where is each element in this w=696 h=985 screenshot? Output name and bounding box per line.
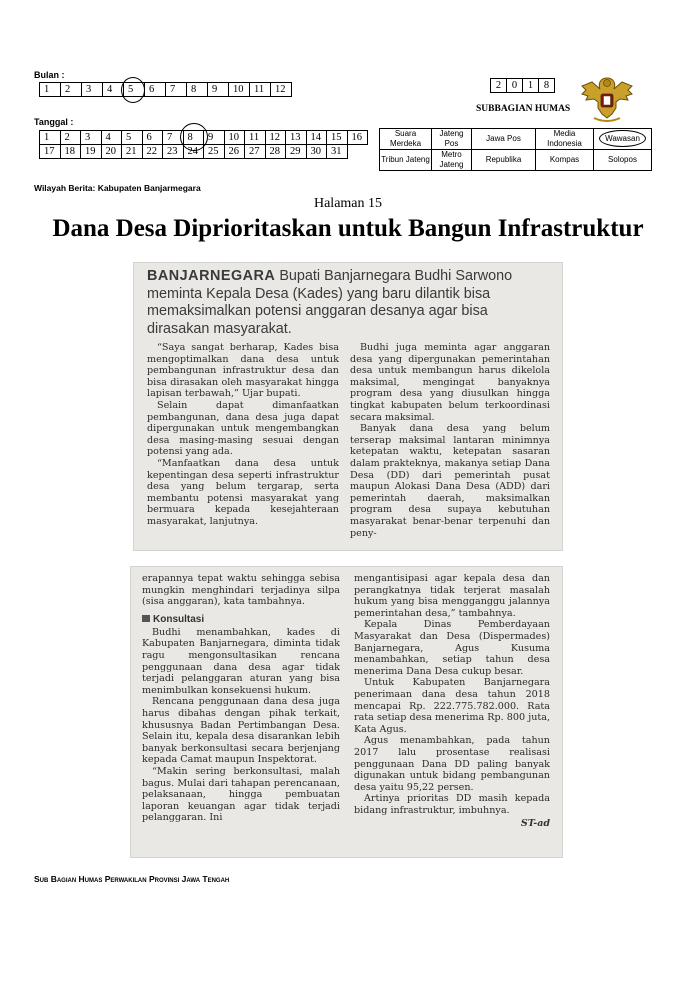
grid-cell: 1 xyxy=(523,79,539,93)
subhead-bullet-icon xyxy=(142,615,150,622)
lead-text: Bupati Banjarnegara Budhi Sarwono meminta Kepala Desa (Kades) yang baru dilantik bisa memaksimalkan potensi anggaran desanya agar bisa dirasakan masyarakat. xyxy=(147,268,513,337)
grid-cell: 29 xyxy=(286,145,307,159)
media-cell xyxy=(432,129,472,150)
grid-cell: 1 xyxy=(40,131,61,145)
grid-cell: 19 xyxy=(81,145,102,159)
grid-cell: 7 xyxy=(166,83,187,97)
grid-cell: 30 xyxy=(306,145,327,159)
media-cell xyxy=(594,150,652,171)
bulan-label: Bulan : xyxy=(34,70,65,80)
grid-cell: 18 xyxy=(60,145,81,159)
footer: Sub Bagian Humas Perwakilan Provinsi Jawa Tengah xyxy=(34,874,230,884)
grid-cell: 5 xyxy=(124,83,145,97)
media-table xyxy=(379,128,652,171)
grid-cell: 9 xyxy=(204,131,225,145)
grid-cell: 11 xyxy=(245,131,266,145)
grid-cell: 17 xyxy=(40,145,61,159)
unit-name: SUBBAGIAN HUMAS xyxy=(476,104,571,114)
media-cell xyxy=(536,129,594,150)
media-cell xyxy=(594,129,652,150)
grid-cell: 26 xyxy=(224,145,245,159)
media-name: Suara Merdeka xyxy=(389,129,422,148)
column-bottom-right xyxy=(354,573,550,829)
grid-cell: 2 xyxy=(60,131,81,145)
paragraph: “Manfaatkan dana desa untuk kepentingan desa seperti infrastruktur desa yang belum tergarap, serta membantu potensi masyarakat yang bermuara kepada kesejahteraan masyarakat, lanjutnya. xyxy=(147,457,339,527)
tanggal-label: Tanggal : xyxy=(34,117,74,127)
subhead-text: Konsultasi xyxy=(153,613,205,625)
column-top-left xyxy=(147,342,339,528)
grid-cell: 24 xyxy=(183,145,204,159)
paragraph: Selain dapat dimanfaatkan pembangunan, dana desa juga dapat dipergunakan untuk mengembangkan desa masing-masing sesuai dengan potensi yang ada. xyxy=(147,399,339,458)
grid-cell: 10 xyxy=(224,131,245,145)
grid-cell: 13 xyxy=(286,131,307,145)
clipping-top xyxy=(133,262,563,551)
media-name: Jawa Pos xyxy=(486,134,521,143)
grid-cell: 6 xyxy=(145,83,166,97)
paragraph: Banyak dana desa yang belum terserap maksimal lantaran minimnya ketepatan waktu, ketepatan sasaran dalam prakteknya, makanya setiap Dana Desa (DD) dari pemerintah pusat maupun Alokasi Dana Desa (ADD) dari pemerintah daerah, maksimalkan program desa supaya kebutuhan masyarakat benar-benar terpenuhi dan peny- xyxy=(350,423,550,539)
grid-cell: 21 xyxy=(122,145,143,159)
grid-cell: 0 xyxy=(507,79,523,93)
grid-cell: 10 xyxy=(229,83,250,97)
paragraph: mengantisipasi agar kepala desa dan perangkatnya tidak terjerat masalah hukum yang bisa mengganggu jalannya pemerintahan desa,” tambahnya. xyxy=(354,573,550,619)
paragraph: Budhi juga meminta agar anggaran desa yang dipergunakan pemerintahan desa untuk membangun harus dikelola maksimal, mengingat banyaknya program desa yang diusulkan hingga tingkat kabupaten belum terkoordinasi secara maksimal. xyxy=(350,342,550,423)
grid-cell: 27 xyxy=(245,145,266,159)
paragraph: Budhi menambahkan, kades di Kabupaten Banjarnegara, diminta tidak ragu mengonsultasikan rencana penggunaan dana desa agar tidak terjadi pelanggaran aturan yang bisa menimbulkan konsekuensi hukum. xyxy=(142,626,340,696)
paragraph: “Makin sering berkonsultasi, malah bagus. Mulai dari tahapan perencanaan, pelaksanaan, hingga pembuatan laporan keuangan agar tidak terjadi pelanggaran. Ini xyxy=(142,765,340,824)
media-name: Republika xyxy=(485,155,522,164)
column-bottom-left xyxy=(142,573,340,824)
media-name: Media Indonesia xyxy=(547,129,582,148)
garuda-emblem-icon xyxy=(578,68,636,124)
selection-circle xyxy=(121,77,145,103)
grid-cell: 9 xyxy=(208,83,229,97)
month-grid xyxy=(39,82,292,97)
grid-cell: 11 xyxy=(250,83,271,97)
media-cell xyxy=(380,150,432,171)
grid-cell: 7 xyxy=(163,131,184,145)
byline: ST-ad xyxy=(520,818,550,830)
headline: Dana Desa Diprioritaskan untuk Bangun Infrastruktur xyxy=(52,215,644,242)
grid-cell: 2 xyxy=(491,79,507,93)
paragraph: Artinya prioritas DD masih kepada bidang infrastruktur, imbuhnya. xyxy=(354,793,550,816)
media-cell xyxy=(472,150,536,171)
media-name: Metro Jateng xyxy=(439,150,464,169)
grid-cell: 23 xyxy=(163,145,184,159)
year-box xyxy=(490,78,555,93)
grid-cell: 25 xyxy=(204,145,225,159)
grid-cell: 31 xyxy=(327,145,348,159)
date-grid xyxy=(39,130,368,159)
subhead xyxy=(142,614,340,625)
media-cell xyxy=(536,150,594,171)
grid-cell: 6 xyxy=(142,131,163,145)
lead-paragraph xyxy=(147,268,547,338)
media-cell xyxy=(472,129,536,150)
grid-cell: 3 xyxy=(82,83,103,97)
media-name: Jateng Pos xyxy=(439,129,464,148)
grid-cell: 4 xyxy=(101,131,122,145)
paragraph: Kepala Dinas Pemberdayaan Masyarakat dan Desa (Dispermades) Banjarnegara, Agus Kusuma menambahkan, setiap tahun desa menerima Dana Desa cukup besar. xyxy=(354,619,550,677)
grid-cell: 16 xyxy=(347,131,368,145)
grid-cell: 8 xyxy=(183,131,204,145)
grid-cell: 8 xyxy=(187,83,208,97)
dateline: BANJARNEGARA xyxy=(147,268,276,284)
page-number: Halaman 15 xyxy=(313,196,383,211)
paragraph: Agus menambahkan, pada tahun 2017 lalu prosentase realisasi penggunaan Dana DD paling banyak digunakan untuk bidang pembangunan desa yaitu 95,22 persen. xyxy=(354,735,550,793)
paragraph: erapannya tepat waktu sehingga sebisa mungkin menghindari terjadinya silpa (sisa anggaran), kata tambahnya. xyxy=(142,573,340,608)
grid-cell: 8 xyxy=(539,79,555,93)
column-top-right xyxy=(350,342,550,539)
grid-cell: 20 xyxy=(101,145,122,159)
grid-cell: 3 xyxy=(81,131,102,145)
grid-cell: 4 xyxy=(103,83,124,97)
paragraph: Rencana penggunaan dana desa juga harus dibahas dengan pihak terkait, khususnya Badan Pertimbangan Desa. Selain itu, kepala desa disarankan lebih banyak berkonsultasi secara berjenjang kepada Camat maupun Inspektorat. xyxy=(142,696,340,766)
wilayah-berita: Wilayah Berita: Kabupaten Banjarmegara xyxy=(34,183,201,193)
grid-cell: 1 xyxy=(40,83,61,97)
grid-cell: 5 xyxy=(122,131,143,145)
grid-cell: 12 xyxy=(271,83,292,97)
paragraph: Untuk Kabupaten Banjarnegara penerimaan dana desa tahun 2018 mencapai Rp. 222.775.782.000. Rata rata setiap desa menerima Rp. 800 juta, Kata Agus. xyxy=(354,677,550,735)
grid-cell: 15 xyxy=(327,131,348,145)
media-name-selected: Wawasan xyxy=(599,130,646,147)
media-name: Solopos xyxy=(608,155,637,164)
paragraph: “Saya sangat berharap, Kades bisa mengoptimalkan dana desa untuk pembangunan infrastruktur desa dan bisa dirasakan oleh masyarakat hingga lapisan terbawah,” Ujar bupati. xyxy=(147,342,339,400)
media-cell xyxy=(432,150,472,171)
grid-cell: 2 xyxy=(61,83,82,97)
grid-cell: 22 xyxy=(142,145,163,159)
media-name: Kompas xyxy=(549,155,580,164)
grid-cell: 14 xyxy=(306,131,327,145)
media-cell xyxy=(380,129,432,150)
clipping-bottom xyxy=(130,566,563,858)
grid-cell: 12 xyxy=(265,131,286,145)
grid-cell: 28 xyxy=(265,145,286,159)
media-name: Tribun Jateng xyxy=(381,155,430,164)
